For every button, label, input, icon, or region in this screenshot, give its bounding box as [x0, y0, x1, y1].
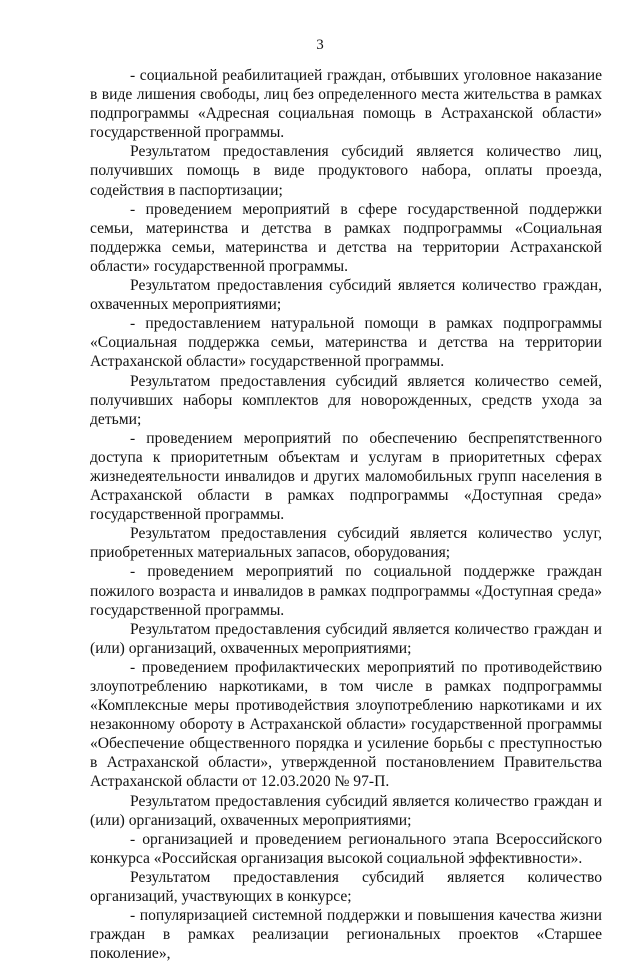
paragraph: Результатом предоставления субсидий является количество граждан и (или) организаций, охваченных мероприятиями; [90, 620, 602, 657]
paragraph: Результатом предоставления субсидий является количество услуг, приобретенных материальных запасов, оборудования; [90, 525, 602, 562]
paragraph: Результатом предоставления субсидий является количество граждан, охваченных мероприятиями; [90, 277, 602, 314]
paragraph: - проведением мероприятий по социальной поддержке граждан пожилого возраста и инвалидов в рамках подпрограммы «Доступная среда» государственной программы. [90, 563, 602, 619]
paragraph: - популяризацией системной поддержки и повышения качества жизни граждан в рамках реализации региональных проектов «Старшее поколение», [90, 907, 602, 963]
paragraph: Результатом предоставления субсидий является количество граждан и (или) организаций, охваченных мероприятиями; [90, 792, 602, 829]
paragraph: Результатом предоставления субсидий является количество лиц, получивших помощь в виде продуктового набора, оплаты проезда, содействия в паспортизации; [90, 143, 602, 199]
paragraph: - организацией и проведением регионального этапа Всероссийского конкурса «Российская организация высокой социальной эффективности». [90, 830, 602, 867]
paragraph: Результатом предоставления субсидий является количество организаций, участвующих в конкурсе; [90, 868, 602, 906]
page-number: 3 [316, 37, 324, 53]
paragraph: - предоставлением натуральной помощи в рамках подпрограммы «Социальная поддержка семьи, материнства и детства на территории Астраханской области» государственной программы. [90, 315, 602, 371]
paragraph: - проведением профилактических мероприятий по противодействию злоупотреблению наркотиками, в том числе в рамках подпрограммы «Комплексные меры противодействия злоупотреблению наркотиками и их незаконному обороту в Астраханской области» государственной программы «Обеспечение общественного порядка и усиление борьбы с преступностью в Астраханской области», утвержденной постановлением Правительства Астраханской области от 12.03.2020 № 97-П. [90, 658, 602, 791]
document-body [90, 66, 602, 963]
paragraph: - проведением мероприятий по обеспечению беспрепятственного доступа к приоритетным объектам и услугам в приоритетных сферах жизнедеятельности инвалидов и других маломобильных групп населения в Астраханской области в рамках подпрограммы «Доступная среда» государственной программы. [90, 429, 602, 524]
paragraph: - социальной реабилитацией граждан, отбывших уголовное наказание в виде лишения свободы, лиц без определенного места жительства в рамках подпрограммы «Адресная социальная помощь в Астраханской области» государственной программы. [90, 67, 602, 142]
paragraph: Результатом предоставления субсидий является количество семей, получивших наборы комплектов для новорожденных, средств ухода за детьми; [90, 372, 602, 428]
paragraph: - проведением мероприятий в сфере государственной поддержки семьи, материнства и детства в рамках подпрограммы «Социальная поддержка семьи, материнства и детства на территории Астраханской области» государственной программы. [90, 200, 602, 275]
